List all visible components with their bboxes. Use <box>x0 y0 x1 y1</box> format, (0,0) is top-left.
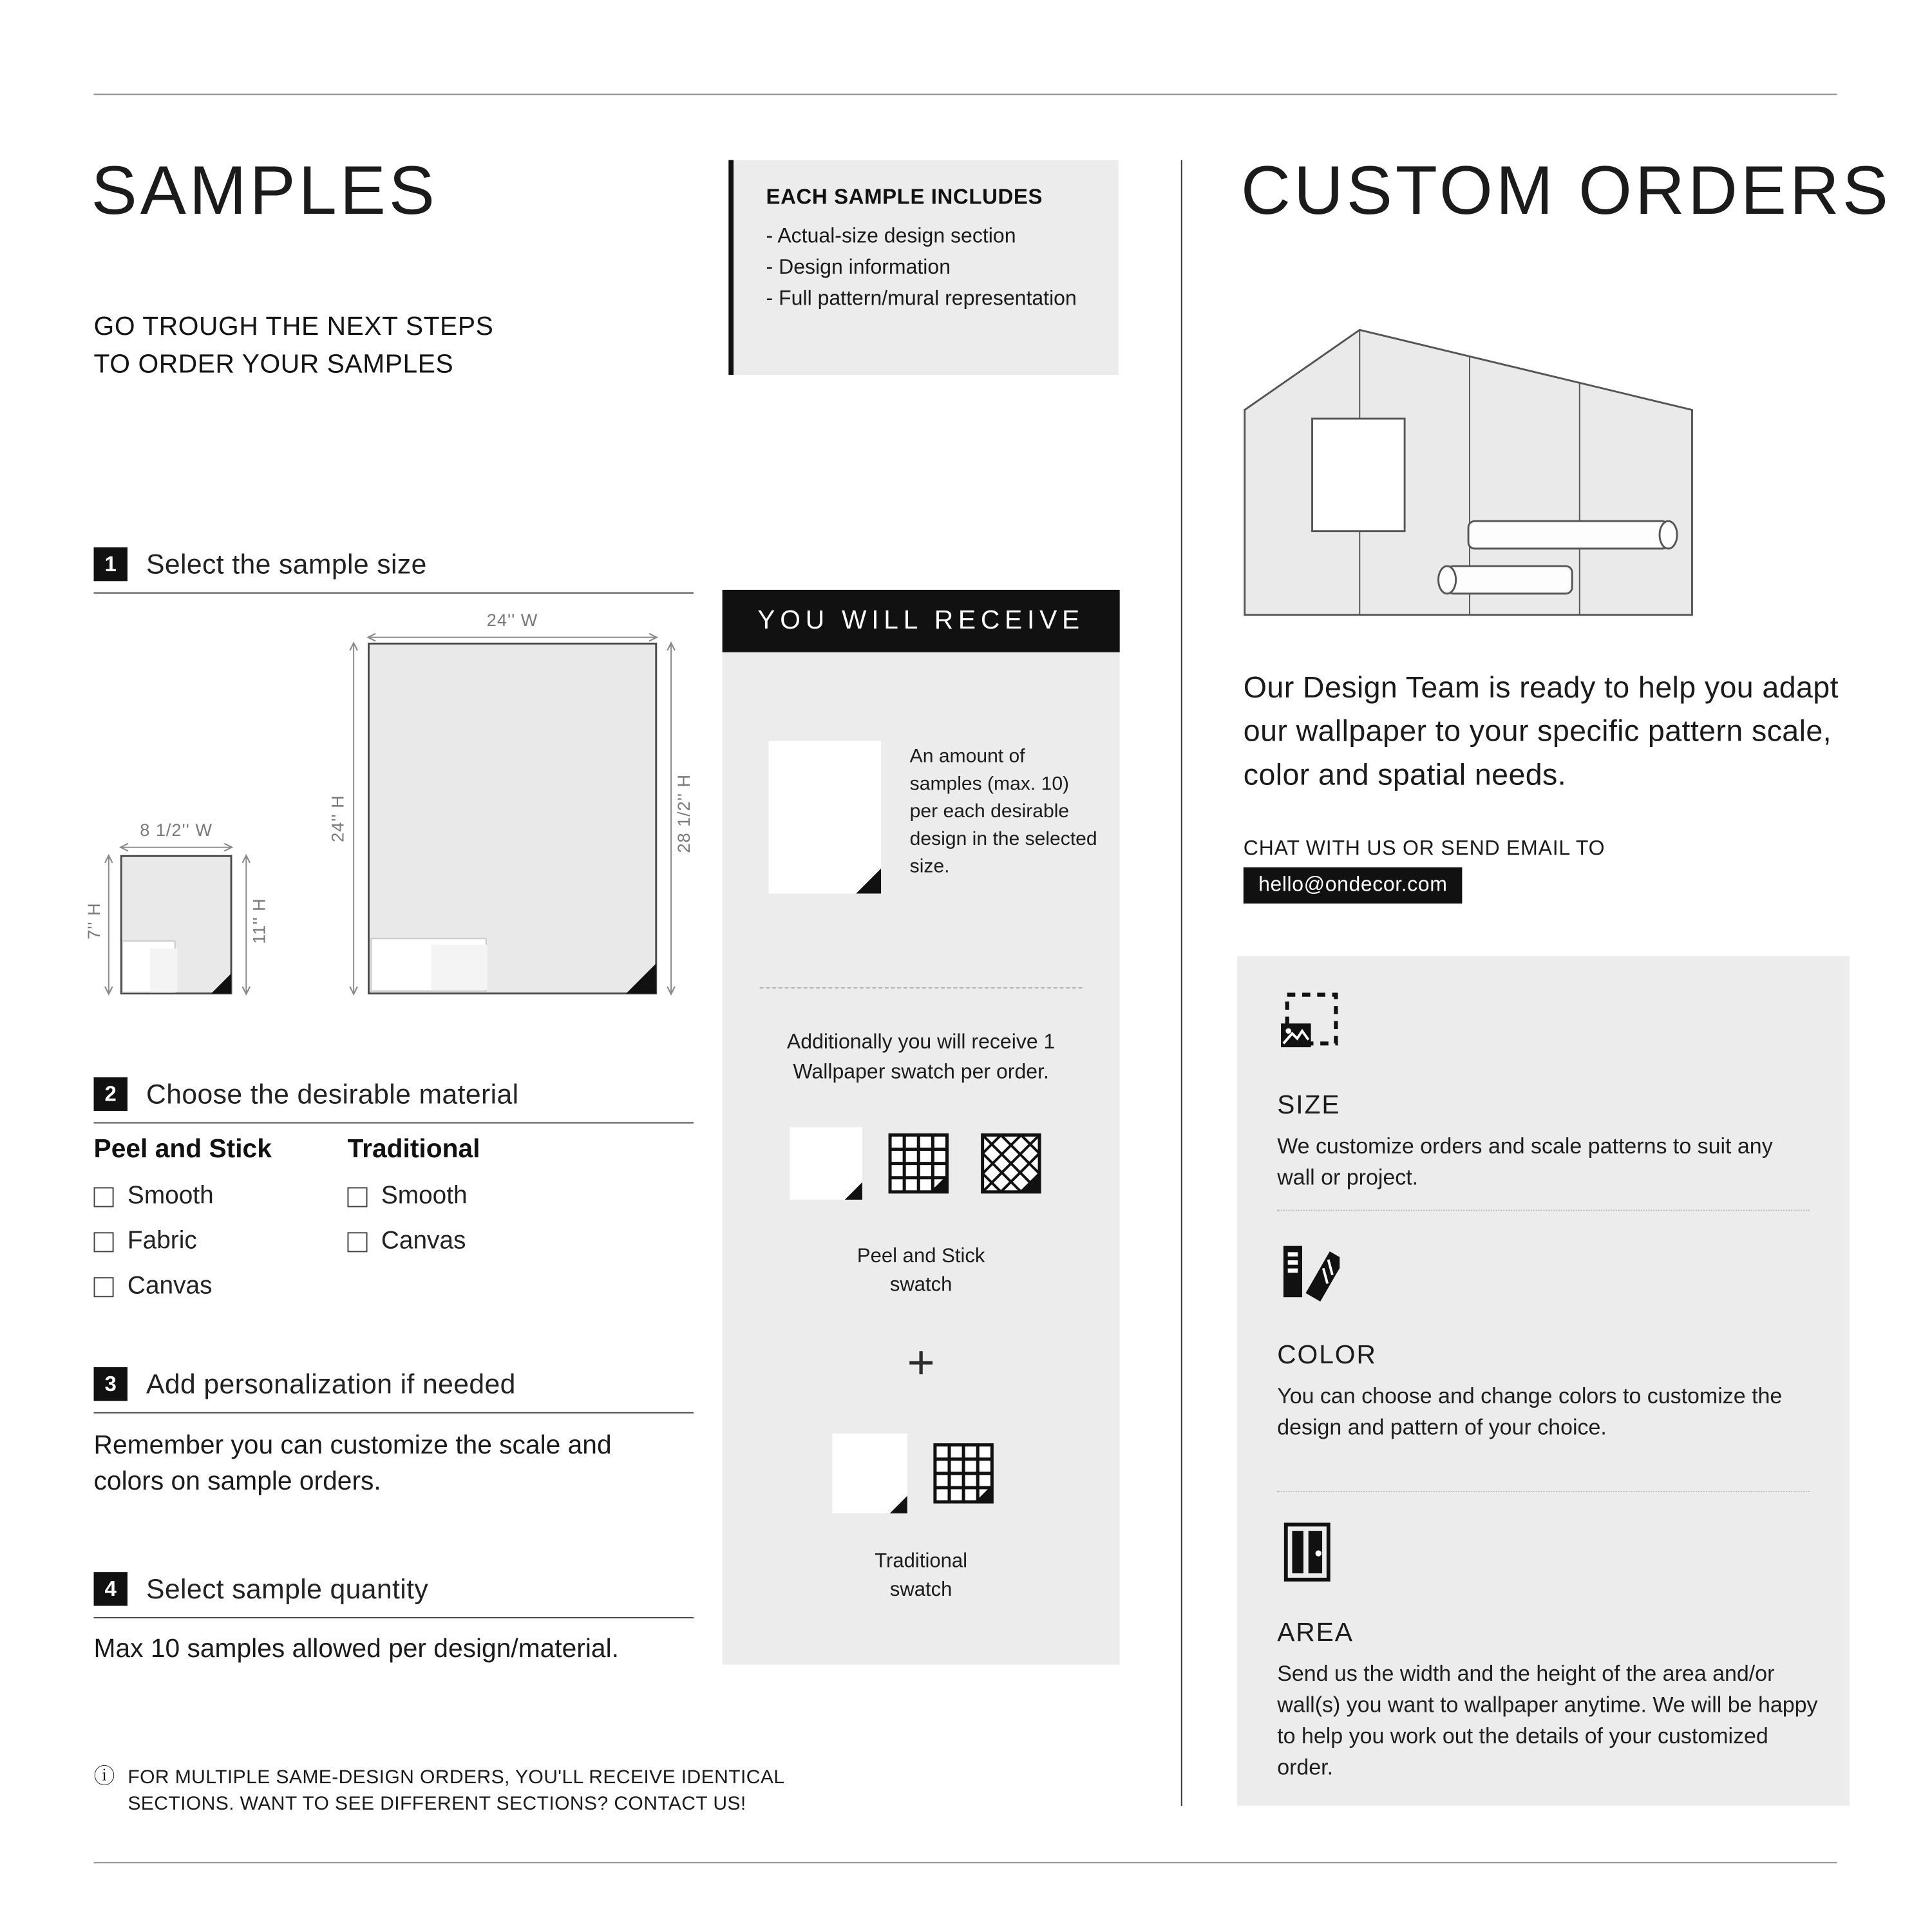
size-heading: SIZE <box>1277 1091 1341 1120</box>
feature-separator-1 <box>1277 1209 1810 1211</box>
footnote-text: FOR MULTIPLE SAME-DESIGN ORDERS, YOU'LL RECEIVE IDENTICAL SECTIONS. WANT TO SEE DIFFERENT SECTIONS? CONTACT US! <box>128 1766 784 1815</box>
material-option-peel-smooth <box>94 1182 272 1211</box>
traditional-smooth-label: Smooth <box>381 1182 468 1210</box>
traditional-material-column <box>347 1135 480 1272</box>
step-4-text: Max 10 samples allowed per design/material. <box>93 1634 619 1663</box>
checkbox-traditional-canvas[interactable] <box>347 1231 367 1251</box>
checkbox-peel-canvas[interactable] <box>94 1276 114 1296</box>
large-width-label: 24'' W <box>486 610 538 630</box>
size-text: We customize orders and scale patterns to suit any wall or project. <box>1277 1133 1773 1190</box>
you-will-receive-banner: YOU WILL RECEIVE <box>723 590 1120 652</box>
custom-orders-paragraph: Our Design Team is ready to help you adapt our wallpaper to your specific pattern scale, color and spatial needs. <box>1243 671 1839 793</box>
wallpaper-room-illustration <box>1244 327 1694 618</box>
top-rule <box>94 94 1837 95</box>
small-width-label: 8 1/2'' W <box>140 820 213 840</box>
peel-swatch-row <box>790 1127 1047 1200</box>
checkbox-peel-fabric[interactable] <box>94 1231 114 1251</box>
step-4-label: Select sample quantity <box>146 1573 429 1604</box>
peel-swatch-label: Peel and Stick swatch <box>857 1245 985 1296</box>
small-height-right-label: 11'' H <box>249 898 269 944</box>
peel-material-title: Peel and Stick <box>93 1134 272 1164</box>
material-option-peel-canvas <box>94 1272 272 1301</box>
frame-illustration <box>1312 419 1405 531</box>
plain-swatch-icon <box>790 1127 862 1200</box>
samples-title: SAMPLES <box>91 151 438 229</box>
contact-label: CHAT WITH US OR SEND EMAIL TO <box>1243 837 1605 860</box>
area-icon <box>1277 1521 1340 1584</box>
samples-intro-line2: TO ORDER YOUR SAMPLES <box>93 350 454 379</box>
step-1-number: 1 <box>94 547 128 581</box>
large-height-left-label: 24'' H <box>327 795 348 842</box>
material-option-traditional-canvas <box>347 1227 480 1256</box>
peel-smooth-label: Smooth <box>127 1182 214 1210</box>
traditional-swatch-row <box>832 1434 999 1513</box>
plus-sign: + <box>907 1337 935 1390</box>
peel-canvas-label: Canvas <box>127 1272 213 1300</box>
traditional-canvas-label: Canvas <box>381 1227 466 1255</box>
sample-size-diagram <box>84 606 694 999</box>
receive-separator <box>760 987 1083 989</box>
step-1 <box>94 547 694 594</box>
amount-text: An amount of samples (max. 10) per each desirable design in the selected size. <box>909 746 1097 878</box>
each-sample-includes-box <box>728 160 1118 375</box>
feature-separator-2 <box>1277 1491 1810 1492</box>
you-will-receive-panel <box>723 652 1120 1665</box>
color-icon <box>1277 1241 1340 1303</box>
includes-item-2: - Design information <box>766 256 951 279</box>
includes-item-1: - Actual-size design section <box>766 225 1016 248</box>
column-divider <box>1181 160 1182 1806</box>
checkbox-peel-smooth[interactable] <box>94 1187 114 1207</box>
step-4-number: 4 <box>94 1572 128 1605</box>
size-icon <box>1277 991 1340 1054</box>
additional-text: Additionally you will receive 1 Wallpaper swatch per order. <box>786 1030 1056 1084</box>
custom-orders-panel <box>1237 956 1850 1806</box>
step-3-text: Remember you can customize the scale and colors on sample orders. <box>93 1430 612 1496</box>
info-icon: ⓘ <box>93 1764 115 1788</box>
peel-material-column <box>94 1135 272 1317</box>
traditional-swatch-label: Traditional swatch <box>875 1551 968 1601</box>
traditional-material-title: Traditional <box>347 1134 480 1164</box>
small-height-left-label: 7'' H <box>84 902 104 940</box>
bottom-rule <box>94 1862 1837 1863</box>
custom-orders-title: CUSTOM ORDERS <box>1240 151 1891 229</box>
sample-sheet-icon <box>768 741 881 894</box>
large-height-right-label: 28 1/2'' H <box>674 773 694 853</box>
step-2-number: 2 <box>94 1077 128 1111</box>
grid-swatch-icon <box>882 1127 955 1200</box>
step-4 <box>94 1572 694 1618</box>
step-1-label: Select the sample size <box>146 547 427 580</box>
checkbox-traditional-smooth[interactable] <box>347 1187 367 1207</box>
step-2 <box>94 1077 694 1124</box>
step-3-label: Add personalization if needed <box>146 1367 516 1399</box>
grid-swatch-icon-traditional <box>927 1437 1000 1510</box>
email-badge[interactable]: hello@ondecor.com <box>1244 867 1463 904</box>
plain-swatch-icon-traditional <box>832 1434 907 1513</box>
area-heading: AREA <box>1277 1618 1354 1647</box>
area-text: Send us the width and the height of the area and/or wall(s) you want to wallpaper anytime. We will be happy to help you work out the details of your customized order. <box>1277 1660 1818 1780</box>
color-heading: COLOR <box>1277 1341 1377 1370</box>
step-3 <box>94 1367 694 1414</box>
step-2-label: Choose the desirable material <box>146 1077 519 1110</box>
color-text: You can choose and change colors to customize the design and pattern of your choice. <box>1277 1383 1783 1440</box>
step-3-number: 3 <box>94 1367 128 1401</box>
samples-intro-line1: GO TROUGH THE NEXT STEPS <box>93 312 494 341</box>
material-option-traditional-smooth <box>347 1182 480 1211</box>
samples-intro <box>94 308 494 383</box>
includes-title: EACH SAMPLE INCLUDES <box>766 185 1043 209</box>
footnote <box>94 1765 894 1817</box>
peel-fabric-label: Fabric <box>127 1227 197 1255</box>
includes-item-3: - Full pattern/mural representation <box>766 287 1077 310</box>
material-option-peel-fabric <box>94 1227 272 1256</box>
crosshatch-swatch-icon <box>975 1127 1048 1200</box>
